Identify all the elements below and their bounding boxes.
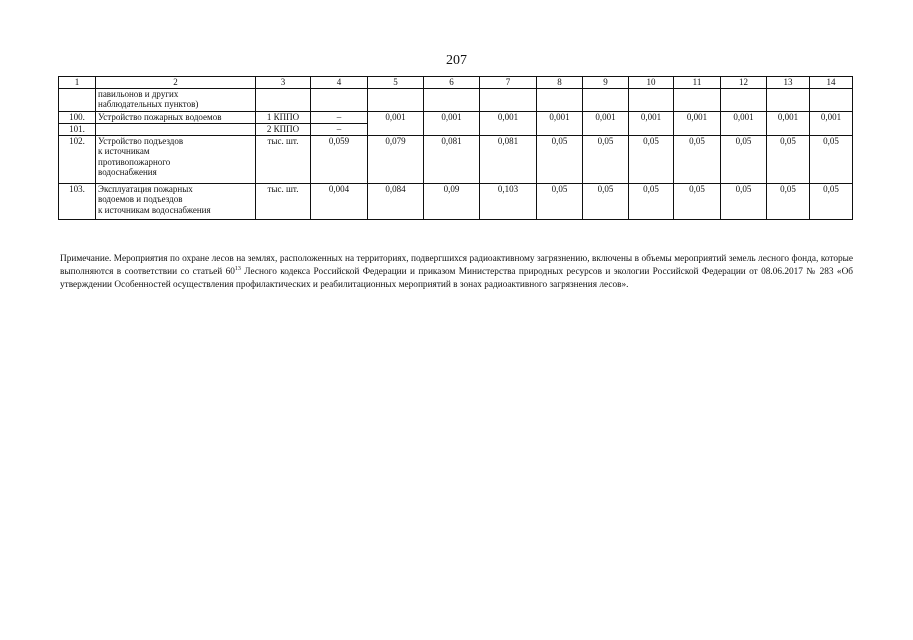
header-cell: 4 — [311, 77, 368, 89]
measure-name — [96, 123, 256, 135]
value-cell: 0,05 — [674, 135, 721, 183]
forest-measures-table — [58, 76, 853, 220]
value-cell: 0,001 — [537, 111, 583, 135]
value-cell: 0,001 — [368, 111, 424, 135]
measure-name-line: водоснабжения — [98, 167, 157, 178]
unit-cell: 1 КППО — [256, 111, 311, 123]
header-cell: 3 — [256, 77, 311, 89]
measure-name-line: наблюдательных пунктов) — [98, 99, 199, 110]
value-cell: 0,05 — [674, 183, 721, 219]
value-cell: 0,001 — [674, 111, 721, 135]
header-cell: 10 — [629, 77, 674, 89]
value-cell: 0,001 — [424, 111, 480, 135]
value-cell — [424, 88, 480, 111]
value-cell: 0,001 — [721, 111, 767, 135]
table-row — [59, 183, 853, 219]
measure-name-line: к источникам водоснабжения — [98, 204, 211, 215]
row-number — [59, 88, 96, 111]
value-cell: – — [311, 123, 368, 135]
value-cell: 0,001 — [629, 111, 674, 135]
header-cell: 1 — [59, 77, 96, 89]
measure-name-line: противопожарного — [98, 156, 171, 167]
unit-cell: 2 КППО — [256, 123, 311, 135]
table-row — [59, 111, 853, 123]
measure-name-line: водоемов и подъездов — [98, 194, 183, 205]
unit-cell — [256, 88, 311, 111]
page-number: 207 — [446, 53, 467, 68]
value-cell — [767, 88, 810, 111]
measure-name-line: Устройство подъездов — [98, 135, 184, 146]
value-cell: 0,05 — [537, 135, 583, 183]
value-cell: 0,079 — [368, 135, 424, 183]
header-cell: 12 — [721, 77, 767, 89]
value-cell: 0,05 — [767, 183, 810, 219]
value-cell: – — [311, 111, 368, 123]
value-cell: 0,05 — [721, 183, 767, 219]
value-cell: 0,05 — [583, 135, 629, 183]
measure-name-line: к источникам — [98, 146, 150, 157]
value-cell — [480, 88, 537, 111]
value-cell — [721, 88, 767, 111]
value-cell: 0,059 — [311, 135, 368, 183]
value-cell: 0,001 — [810, 111, 853, 135]
note-text: Примечание. Мероприятия по охране лесов на землях, расположенных на территориях, подвергшихся радиоактивному загрязнению, включены в объемы мероприятий земель лесного фонда, которые выполняются в соответствии со статьей 60 — [60, 254, 853, 277]
value-cell — [368, 88, 424, 111]
value-cell — [810, 88, 853, 111]
measure-name: Устройство пожарных водоемов — [96, 111, 256, 123]
unit-cell: тыс. шт. — [256, 183, 311, 219]
header-cell: 9 — [583, 77, 629, 89]
value-cell — [674, 88, 721, 111]
value-cell — [629, 88, 674, 111]
measure-name — [96, 88, 256, 111]
value-cell: 0,001 — [480, 111, 537, 135]
value-cell: 0,084 — [368, 183, 424, 219]
value-cell: 0,05 — [537, 183, 583, 219]
table-note — [60, 253, 853, 292]
header-cell: 13 — [767, 77, 810, 89]
value-cell: 0,001 — [583, 111, 629, 135]
value-cell: 0,081 — [424, 135, 480, 183]
header-cell: 11 — [674, 77, 721, 89]
row-number: 102. — [59, 135, 96, 183]
value-cell: 0,081 — [480, 135, 537, 183]
header-cell: 7 — [480, 77, 537, 89]
measure-name-line: павильонов и других — [98, 88, 179, 99]
header-cell: 6 — [424, 77, 480, 89]
value-cell: 0,103 — [480, 183, 537, 219]
header-cell: 2 — [96, 77, 256, 89]
value-cell: 0,05 — [721, 135, 767, 183]
header-cell: 14 — [810, 77, 853, 89]
header-row — [59, 77, 853, 89]
row-number: 100. — [59, 111, 96, 123]
value-cell: 0,09 — [424, 183, 480, 219]
measure-name-line: Эксплуатация пожарных — [98, 183, 193, 194]
header-cell: 8 — [537, 77, 583, 89]
value-cell — [583, 88, 629, 111]
value-cell: 0,004 — [311, 183, 368, 219]
value-cell — [311, 88, 368, 111]
value-cell: 0,05 — [810, 183, 853, 219]
note-superscript: 13 — [234, 265, 241, 272]
value-cell: 0,05 — [583, 183, 629, 219]
value-cell: 0,05 — [629, 183, 674, 219]
header-cell: 5 — [368, 77, 424, 89]
table-row — [59, 135, 853, 183]
value-cell: 0,05 — [767, 135, 810, 183]
value-cell: 0,001 — [767, 111, 810, 135]
row-number: 101. — [59, 123, 96, 135]
value-cell: 0,05 — [629, 135, 674, 183]
value-cell: 0,05 — [810, 135, 853, 183]
measure-name — [96, 183, 256, 219]
unit-cell: тыс. шт. — [256, 135, 311, 183]
measure-name — [96, 135, 256, 183]
table-row — [59, 88, 853, 111]
note-text-continued: Лесного кодекса Российской Федерации и приказом Министерства природных ресурсов и экологии Российской Федерации от 08.06.2017 № 283 «Об утверждении Особенностей осуществления профилактических и реабилитационных мероприятий в зонах радиоактивного загрязнения лесов». — [60, 267, 854, 290]
row-number: 103. — [59, 183, 96, 219]
value-cell — [537, 88, 583, 111]
